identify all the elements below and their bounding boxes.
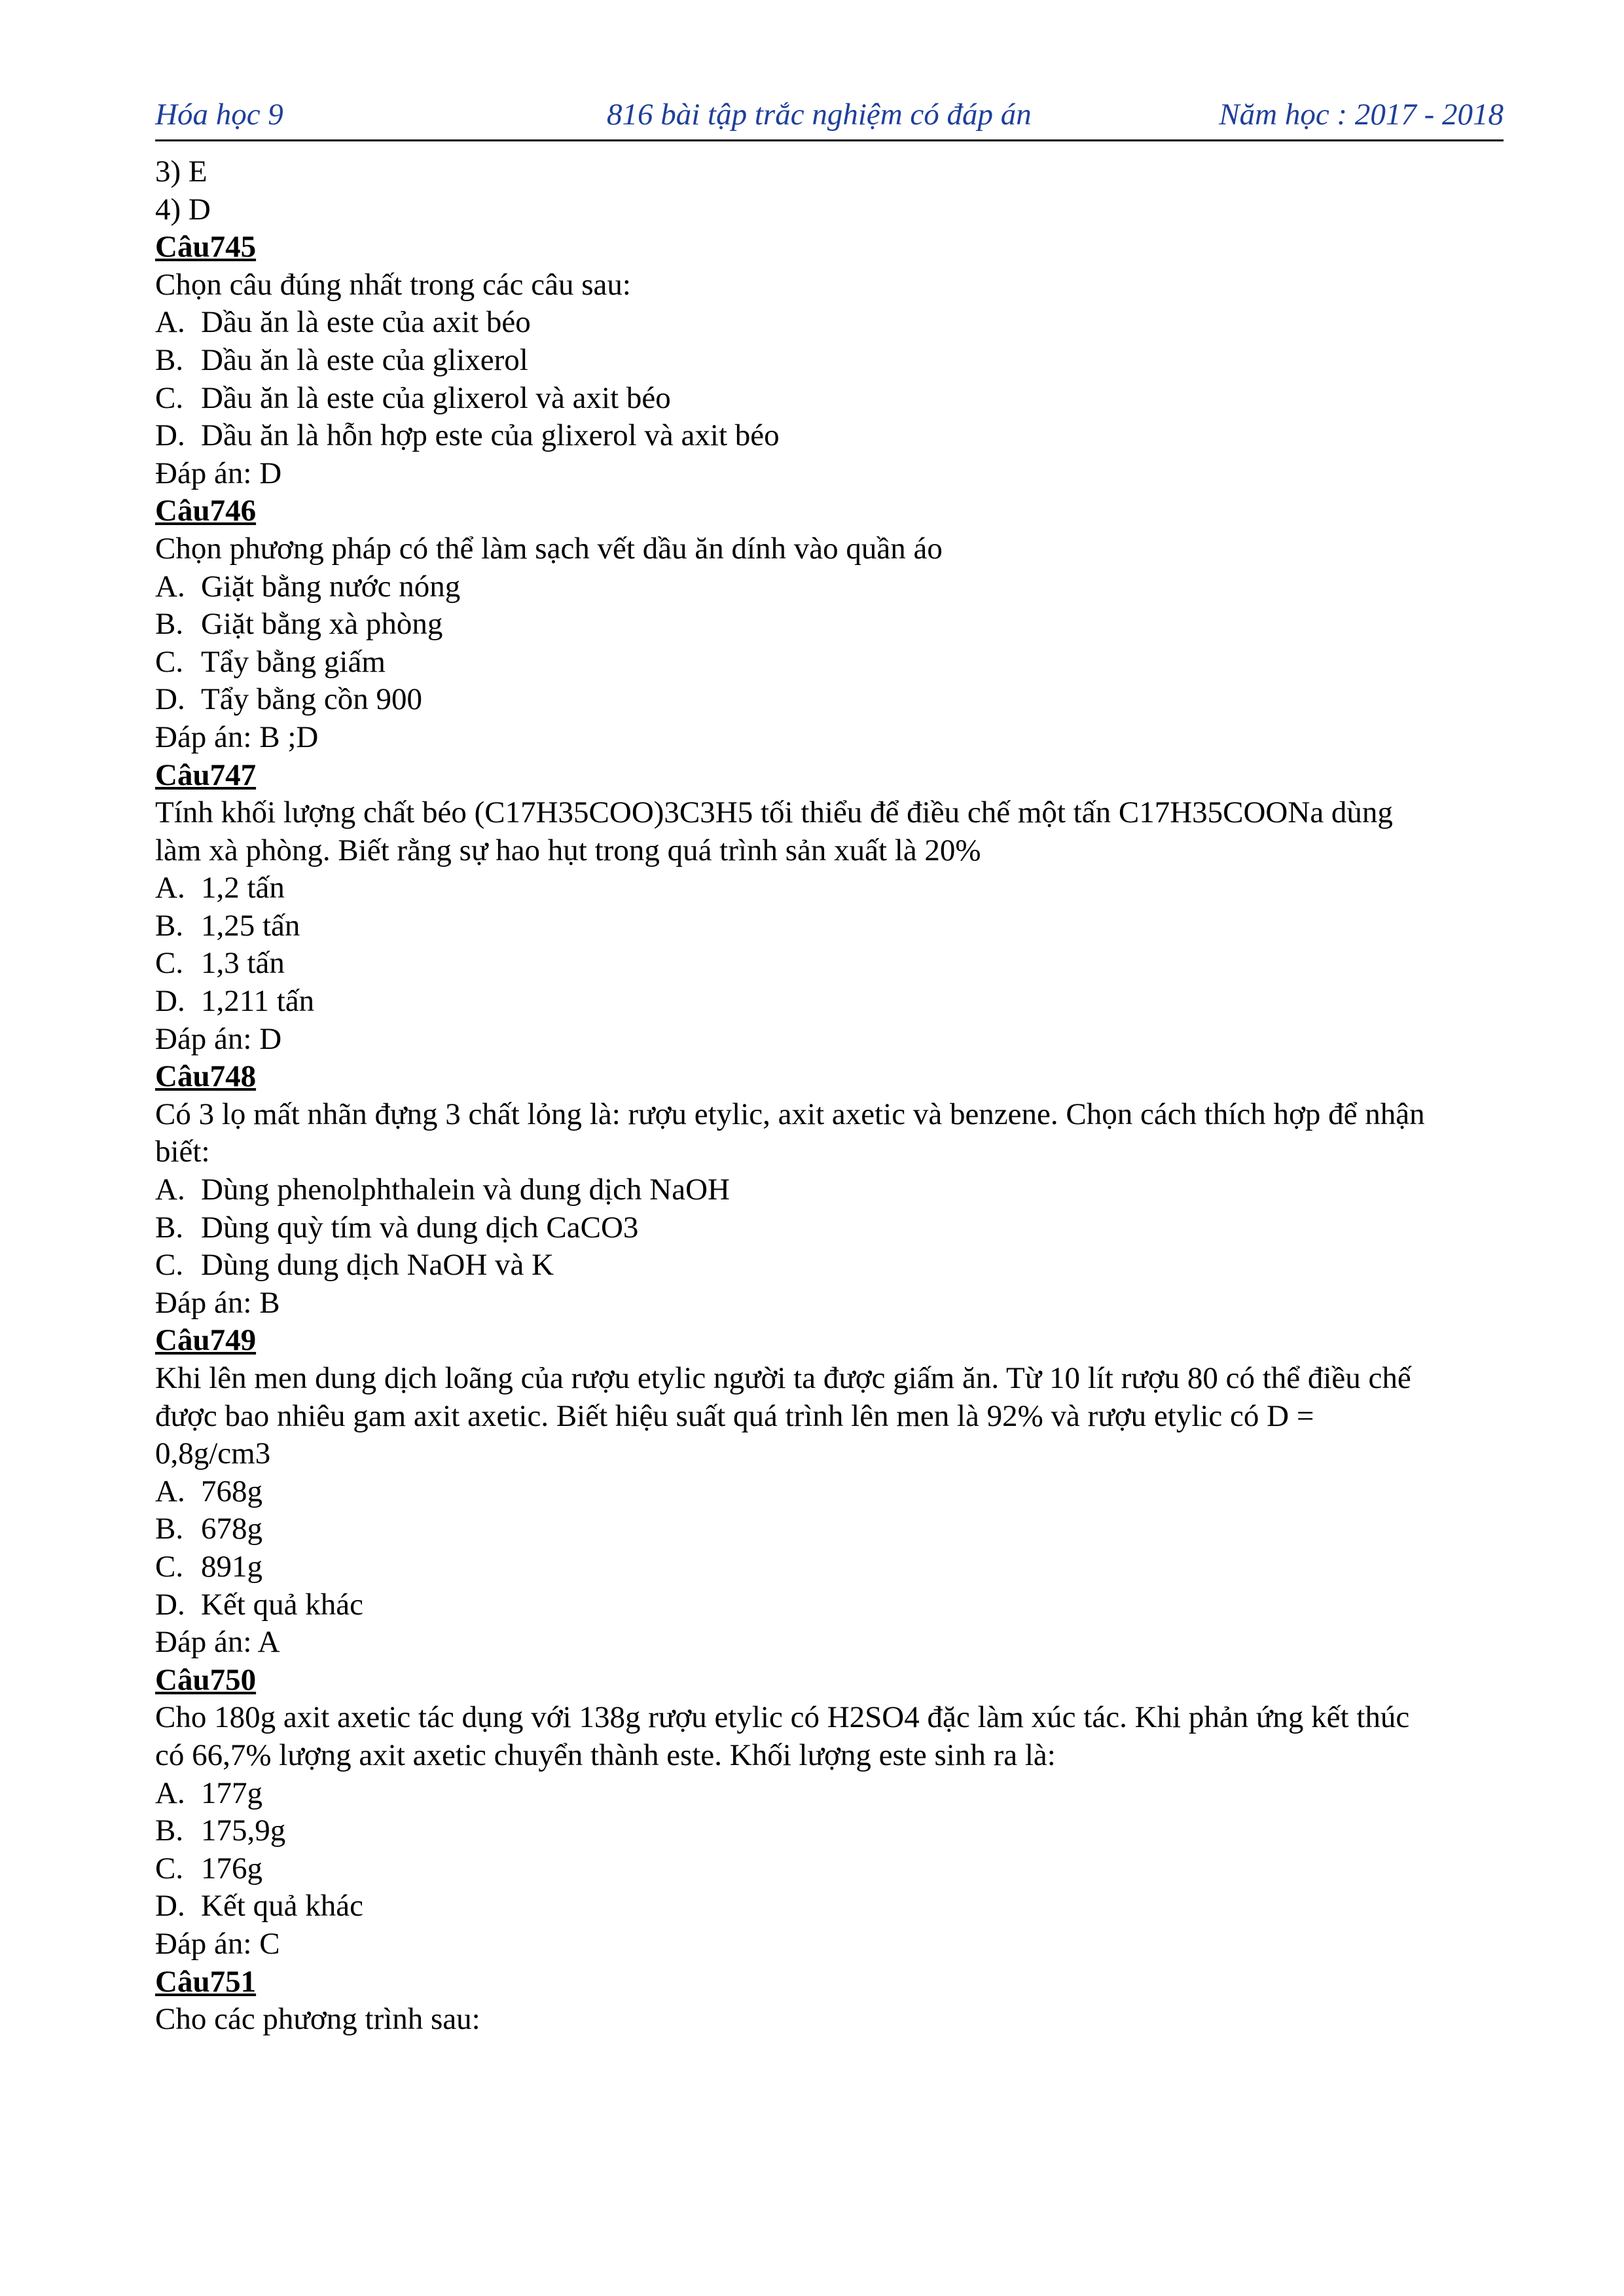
option-text: 177g — [201, 1776, 262, 1810]
answer-option — [155, 681, 1504, 719]
question-title: Câu747 — [155, 757, 257, 792]
option-text: Tẩy bằng giấm — [201, 644, 386, 679]
option-letter: B. — [155, 342, 184, 377]
option-letter: A. — [155, 305, 185, 340]
question-title: Câu746 — [155, 494, 257, 528]
answer-line: 3) E — [155, 155, 208, 189]
question-title: Câu748 — [155, 1059, 257, 1094]
option-letter: A. — [155, 1474, 185, 1508]
option-letter: B. — [155, 1813, 184, 1848]
answer-option — [155, 945, 1504, 983]
answer-option — [155, 568, 1504, 606]
answer-option — [155, 1548, 1504, 1586]
question-title: Câu750 — [155, 1662, 257, 1697]
option-text: 1,25 tấn — [201, 908, 300, 943]
question-text: Khi lên men dung dịch loãng của rượu etylic người ta được giấm ăn. Từ 10 lít rượu 80 có thể điều chế — [155, 1361, 1411, 1395]
question-text: Chọn phương pháp có thể làm sạch vết dầu ăn dính vào quần áo — [155, 531, 943, 566]
document-body — [155, 153, 1504, 2039]
question-text: được bao nhiêu gam axit axetic. Biết hiệu suất quá trình lên men là 92% và rượu etylic có D = — [155, 1398, 1314, 1433]
option-letter: B. — [155, 1512, 184, 1546]
answer-option — [155, 1510, 1504, 1548]
answer-option — [155, 304, 1504, 342]
question-text: 0,8g/cm3 — [155, 1436, 271, 1471]
answer-option — [155, 983, 1504, 1021]
header-title: 816 bài tập trắc nghiệm có đáp án — [607, 98, 1032, 132]
option-text: Dầu ăn là hỗn hợp este của glixerol và axit béo — [201, 418, 780, 453]
question-title: Câu749 — [155, 1323, 257, 1358]
answer-option — [155, 342, 1504, 380]
answer-line: 4) D — [155, 192, 211, 227]
option-letter: A. — [155, 1173, 185, 1207]
option-text: Dầu ăn là este của axit béo — [201, 305, 531, 340]
answer-option — [155, 1586, 1504, 1624]
question-block — [155, 757, 1504, 1059]
answer-option — [155, 1209, 1504, 1247]
answer-option — [155, 1171, 1504, 1209]
question-text: Cho 180g axit axetic tác dụng với 138g rượu etylic có H2SO4 đặc làm xúc tác. Khi phản ứng kết thúc — [155, 1700, 1410, 1735]
answer-key: Đáp án: D — [155, 456, 282, 490]
option-text: Dầu ăn là este của glixerol và axit béo — [201, 380, 671, 415]
option-letter: D. — [155, 1889, 185, 1923]
header-subject: Hóa học 9 — [155, 98, 283, 132]
option-letter: D. — [155, 1587, 185, 1622]
option-letter: A. — [155, 569, 185, 604]
answer-option — [155, 1812, 1504, 1850]
option-text: 678g — [201, 1512, 262, 1546]
option-letter: C. — [155, 380, 184, 415]
question-block — [155, 228, 1504, 492]
option-text: 768g — [201, 1474, 262, 1508]
option-letter: C. — [155, 1851, 184, 1886]
answer-key: Đáp án: B — [155, 1285, 280, 1320]
answer-option — [155, 606, 1504, 644]
option-letter: C. — [155, 644, 184, 679]
answer-option — [155, 869, 1504, 907]
header-school-year: Năm học : 2017 - 2018 — [1219, 98, 1504, 132]
answer-key: Đáp án: A — [155, 1625, 280, 1660]
question-text: Chọn câu đúng nhất trong các câu sau: — [155, 267, 631, 302]
option-text: Kết quả khác — [201, 1587, 363, 1622]
question-block — [155, 1662, 1504, 1963]
option-letter: D. — [155, 682, 185, 717]
option-letter: B. — [155, 1210, 184, 1245]
option-letter: D. — [155, 984, 185, 1019]
option-text: 175,9g — [201, 1813, 286, 1848]
option-letter: A. — [155, 1776, 185, 1810]
question-text: biết: — [155, 1135, 210, 1169]
option-letter: C. — [155, 1248, 184, 1283]
answer-option — [155, 1473, 1504, 1511]
option-text: 891g — [201, 1549, 262, 1584]
answer-option — [155, 1850, 1504, 1888]
option-letter: D. — [155, 418, 185, 453]
question-text: Cho các phương trình sau: — [155, 2002, 480, 2037]
question-block — [155, 492, 1504, 756]
option-text: Dùng phenolphthalein và dung dịch NaOH — [201, 1173, 730, 1207]
question-text: Tính khối lượng chất béo (C17H35COO)3C3H5 tối thiểu để điều chế một tấn C17H35COONa dùng — [155, 795, 1393, 830]
option-text: 1,2 tấn — [201, 871, 285, 905]
option-text: Giặt bằng nước nóng — [201, 569, 461, 604]
option-text: Dùng quỳ tím và dung dịch CaCO3 — [201, 1210, 639, 1245]
question-text: có 66,7% lượng axit axetic chuyển thành este. Khối lượng este sinh ra là: — [155, 1738, 1056, 1772]
option-text: Tẩy bằng cồn 900 — [201, 682, 423, 717]
question-block — [155, 1963, 1504, 2039]
option-letter: B. — [155, 908, 184, 943]
question-title: Câu751 — [155, 1964, 257, 1999]
option-letter: B. — [155, 607, 184, 642]
question-text: làm xà phòng. Biết rằng sự hao hụt trong quá trình sản xuất là 20% — [155, 833, 981, 867]
option-text: Giặt bằng xà phòng — [201, 607, 443, 642]
option-letter: A. — [155, 871, 185, 905]
question-block — [155, 1322, 1504, 1661]
question-text: Có 3 lọ mất nhãn đựng 3 chất lỏng là: rượu etylic, axit axetic và benzene. Chọn cách thích hợp để nhận — [155, 1097, 1425, 1131]
question-block — [155, 1058, 1504, 1322]
option-text: 1,211 tấn — [201, 984, 315, 1019]
option-letter: C. — [155, 946, 184, 981]
option-text: 1,3 tấn — [201, 946, 285, 981]
answer-option — [155, 1887, 1504, 1925]
answer-key: Đáp án: D — [155, 1021, 282, 1056]
answer-option — [155, 1775, 1504, 1813]
option-text: Dùng dung dịch NaOH và K — [201, 1248, 554, 1283]
answer-option — [155, 644, 1504, 682]
option-letter: C. — [155, 1549, 184, 1584]
option-text: 176g — [201, 1851, 262, 1886]
answer-key: Đáp án: B ;D — [155, 720, 319, 754]
question-title: Câu745 — [155, 230, 257, 264]
answer-option — [155, 380, 1504, 418]
page-header — [155, 92, 1504, 141]
option-text: Kết quả khác — [201, 1889, 363, 1923]
answer-option — [155, 1247, 1504, 1285]
option-text: Dầu ăn là este của glixerol — [201, 342, 528, 377]
answer-option — [155, 907, 1504, 945]
answer-option — [155, 417, 1504, 455]
answer-key: Đáp án: C — [155, 1926, 280, 1961]
